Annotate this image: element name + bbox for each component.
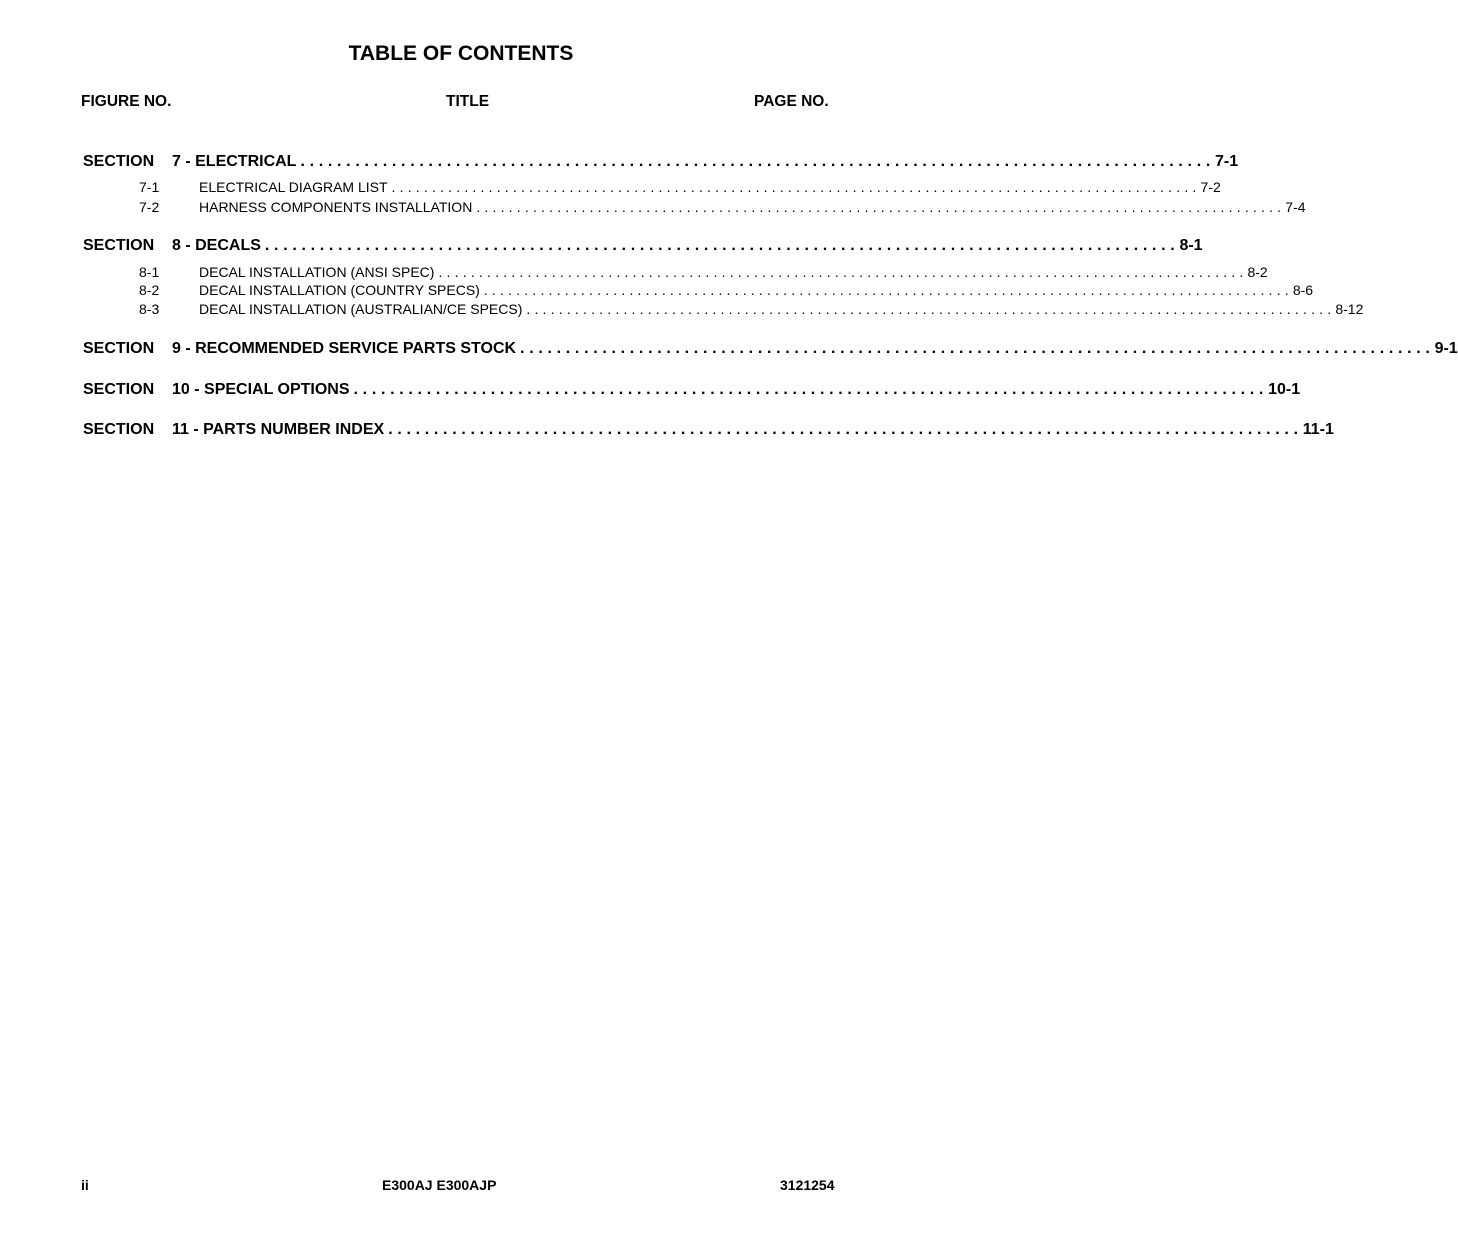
section-entry <box>172 151 1239 173</box>
footer-page-number: ii <box>81 1177 89 1193</box>
section-title: 11 - PARTS NUMBER INDEX <box>172 421 385 438</box>
section-label: SECTION <box>83 340 155 357</box>
dot-leader: .................................................................................................... <box>526 301 1336 317</box>
section-page: 10-1 <box>1268 381 1301 398</box>
figure-entry <box>199 198 1306 216</box>
column-header-title: TITLE <box>446 93 490 110</box>
figure-number: 8-2 <box>139 282 160 298</box>
figure-entry <box>199 281 1314 299</box>
section-title: 7 - ELECTRICAL <box>172 153 297 170</box>
figure-number: 8-1 <box>139 264 160 280</box>
section-page: 11-1 <box>1302 421 1334 438</box>
section-page: 8-1 <box>1179 237 1203 254</box>
toc-section-9[interactable] <box>83 338 1458 360</box>
dot-leader: .................................................................................................... <box>483 282 1293 298</box>
figure-title: ELECTRICAL DIAGRAM LIST <box>199 179 388 195</box>
figure-entry <box>199 300 1364 318</box>
toc-figure-8-3[interactable] <box>139 300 1364 318</box>
dot-leader: .................................................................................................... <box>476 199 1286 215</box>
figure-title: HARNESS COMPONENTS INSTALLATION <box>199 199 473 215</box>
figure-page: 7-2 <box>1200 179 1221 195</box>
section-entry <box>172 379 1301 401</box>
section-page: 7-1 <box>1214 153 1239 170</box>
section-label: SECTION <box>83 381 155 398</box>
footer-document-number: 3121254 <box>780 1177 835 1193</box>
dot-leader: .................................................................................................... <box>388 421 1303 438</box>
figure-page: 8-6 <box>1292 282 1314 298</box>
dot-leader: .................................................................................................... <box>438 264 1248 280</box>
footer-model: E300AJ E300AJP <box>382 1177 497 1193</box>
figure-page: 8-12 <box>1335 301 1364 317</box>
dot-leader: .................................................................................................... <box>391 179 1201 195</box>
figure-entry <box>199 263 1268 281</box>
toc-section-10[interactable] <box>83 379 1301 401</box>
section-label: SECTION <box>83 153 155 170</box>
section-label: SECTION <box>83 237 155 254</box>
toc-section-7[interactable] <box>83 151 1239 173</box>
page-title: TABLE OF CONTENTS <box>348 42 574 65</box>
toc-section-11[interactable] <box>83 419 1334 441</box>
figure-page: 7-4 <box>1285 199 1306 215</box>
dot-leader: .................................................................................................... <box>520 340 1435 357</box>
section-title: 9 - RECOMMENDED SERVICE PARTS STOCK <box>172 340 517 357</box>
toc-figure-7-2[interactable] <box>139 198 1306 216</box>
section-title: 8 - DECALS <box>172 237 261 254</box>
toc-section-8[interactable] <box>83 235 1203 257</box>
figure-title: DECAL INSTALLATION (ANSI SPEC) <box>199 264 435 280</box>
figure-page: 8-2 <box>1247 264 1268 280</box>
section-entry <box>172 338 1458 360</box>
toc-figure-7-1[interactable] <box>139 178 1221 196</box>
figure-number: 7-2 <box>139 199 160 215</box>
toc-figure-8-2[interactable] <box>139 281 1314 299</box>
figure-title: DECAL INSTALLATION (COUNTRY SPECS) <box>199 282 480 298</box>
figure-title: DECAL INSTALLATION (AUSTRALIAN/CE SPECS) <box>199 301 523 317</box>
figure-number: 8-3 <box>139 301 160 317</box>
section-entry <box>172 235 1203 257</box>
section-title: 10 - SPECIAL OPTIONS <box>172 381 350 398</box>
column-header-figure-no: FIGURE NO. <box>81 93 172 110</box>
column-header-page-no: PAGE NO. <box>754 93 829 110</box>
figure-entry <box>199 178 1221 196</box>
section-label: SECTION <box>83 421 155 438</box>
dot-leader: .................................................................................................... <box>264 237 1180 254</box>
dot-leader: .................................................................................................... <box>353 381 1269 398</box>
dot-leader: .................................................................................................... <box>300 153 1215 170</box>
figure-number: 7-1 <box>139 179 160 195</box>
toc-figure-8-1[interactable] <box>139 263 1268 281</box>
section-entry <box>172 419 1334 441</box>
section-page: 9-1 <box>1434 340 1458 357</box>
